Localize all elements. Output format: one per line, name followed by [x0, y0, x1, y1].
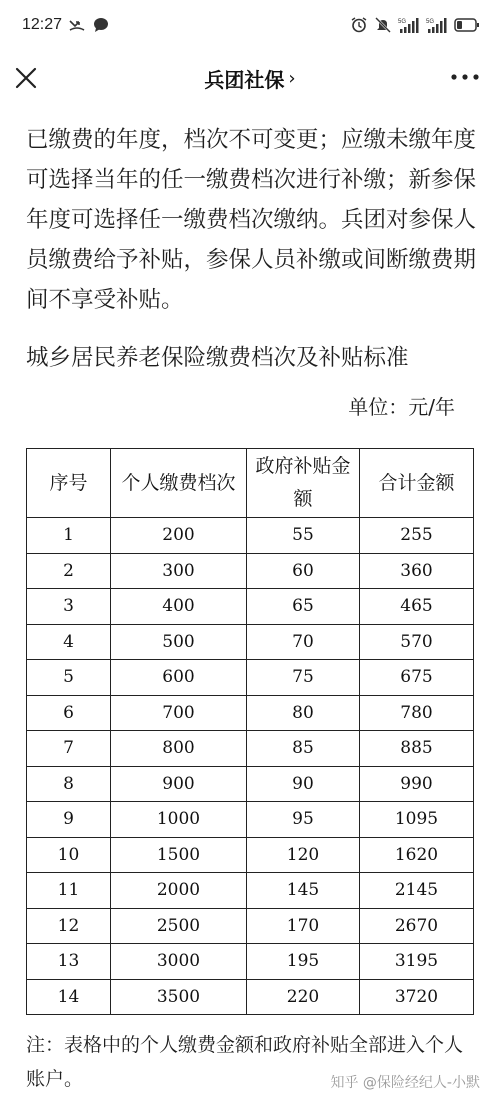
cell-total: 885	[360, 731, 474, 767]
cell-index: 14	[27, 979, 111, 1015]
cell-subsidy: 70	[247, 624, 360, 660]
header-index: 序号	[27, 449, 111, 518]
article-content	[26, 120, 481, 422]
table-row	[27, 589, 474, 625]
close-icon[interactable]	[12, 64, 40, 92]
cell-index: 12	[27, 908, 111, 944]
cell-subsidy: 95	[247, 802, 360, 838]
cell-subsidy: 90	[247, 766, 360, 802]
cell-personal: 900	[111, 766, 247, 802]
cell-index: 2	[27, 553, 111, 589]
cell-total: 990	[360, 766, 474, 802]
cell-total: 675	[360, 660, 474, 696]
table-row	[27, 908, 474, 944]
cell-total: 570	[360, 624, 474, 660]
cell-personal: 300	[111, 553, 247, 589]
cell-personal: 1500	[111, 837, 247, 873]
cell-personal: 3000	[111, 944, 247, 980]
cell-index: 3	[27, 589, 111, 625]
chevron-right-icon: ›	[288, 67, 296, 89]
cell-personal: 200	[111, 518, 247, 554]
header-personal: 个人缴费档次	[111, 449, 247, 518]
cell-subsidy: 145	[247, 873, 360, 909]
cell-index: 4	[27, 624, 111, 660]
missed-call-icon	[68, 17, 86, 33]
table-row	[27, 660, 474, 696]
mute-icon	[374, 17, 392, 33]
svg-text:5G: 5G	[426, 19, 435, 25]
message-icon	[92, 17, 110, 33]
cell-personal: 600	[111, 660, 247, 696]
cell-subsidy: 85	[247, 731, 360, 767]
watermark: 知乎 @保险经纪人-小默	[330, 1075, 480, 1091]
cell-personal: 2500	[111, 908, 247, 944]
fee-table	[26, 448, 474, 1015]
cell-subsidy: 80	[247, 695, 360, 731]
table-row	[27, 873, 474, 909]
cell-total: 780	[360, 695, 474, 731]
table-row	[27, 553, 474, 589]
signal-icon	[398, 17, 420, 33]
status-bar	[0, 0, 500, 50]
table-row	[27, 979, 474, 1015]
cell-index: 6	[27, 695, 111, 731]
more-icon[interactable]	[450, 70, 480, 84]
cell-subsidy: 55	[247, 518, 360, 554]
svg-text:5G: 5G	[398, 19, 407, 25]
unit-label: 单位：元/年	[348, 395, 455, 419]
cell-index: 8	[27, 766, 111, 802]
table-row	[27, 944, 474, 980]
alarm-icon	[350, 17, 368, 33]
header-subsidy: 政府补贴金额	[247, 449, 360, 518]
cell-subsidy: 195	[247, 944, 360, 980]
footnote: 注：表格中的个人缴费金额和政府补贴全部进入个人账户。	[26, 1034, 464, 1090]
cell-personal: 500	[111, 624, 247, 660]
cell-index: 5	[27, 660, 111, 696]
cell-total: 255	[360, 518, 474, 554]
cell-index: 9	[27, 802, 111, 838]
section-title: 城乡居民养老保险缴费档次及补贴标准	[26, 345, 409, 371]
table-row	[27, 624, 474, 660]
intro-paragraph: 已缴费的年度，档次不可变更；应缴未缴年度可选择当年的任一缴费档次进行补缴；新参保年度可选择任一缴费档次缴纳。兵团对参保人员缴费给予补贴，参保人员补缴或间断缴费期间不享受补贴。	[26, 127, 477, 313]
cell-index: 11	[27, 873, 111, 909]
cell-subsidy: 60	[247, 553, 360, 589]
cell-personal: 1000	[111, 802, 247, 838]
cell-index: 1	[27, 518, 111, 554]
cell-index: 13	[27, 944, 111, 980]
table-row	[27, 802, 474, 838]
cell-subsidy: 120	[247, 837, 360, 873]
table-row	[27, 731, 474, 767]
status-time: 12:27	[22, 16, 63, 33]
cell-total: 1620	[360, 837, 474, 873]
header-total: 合计金额	[360, 449, 474, 518]
table-row	[27, 695, 474, 731]
table-header-row	[27, 449, 474, 518]
table-body	[27, 518, 474, 1015]
cell-personal: 3500	[111, 979, 247, 1015]
cell-subsidy: 220	[247, 979, 360, 1015]
cell-personal: 700	[111, 695, 247, 731]
cell-total: 2145	[360, 873, 474, 909]
page-title: 兵团社保	[204, 67, 285, 92]
cell-index: 10	[27, 837, 111, 873]
cell-subsidy: 170	[247, 908, 360, 944]
cell-personal: 2000	[111, 873, 247, 909]
cell-total: 2670	[360, 908, 474, 944]
cell-total: 3195	[360, 944, 474, 980]
nav-bar	[0, 50, 500, 106]
cell-personal: 400	[111, 589, 247, 625]
cell-total: 360	[360, 553, 474, 589]
cell-subsidy: 75	[247, 660, 360, 696]
table-row	[27, 766, 474, 802]
signal-icon-2	[426, 17, 448, 33]
cell-total: 3720	[360, 979, 474, 1015]
cell-total: 465	[360, 589, 474, 625]
table-row	[27, 518, 474, 554]
account-title-link[interactable]	[204, 64, 295, 93]
table-row	[27, 837, 474, 873]
cell-total: 1095	[360, 802, 474, 838]
cell-subsidy: 65	[247, 589, 360, 625]
cell-index: 7	[27, 731, 111, 767]
cell-personal: 800	[111, 731, 247, 767]
battery-icon	[454, 17, 480, 33]
